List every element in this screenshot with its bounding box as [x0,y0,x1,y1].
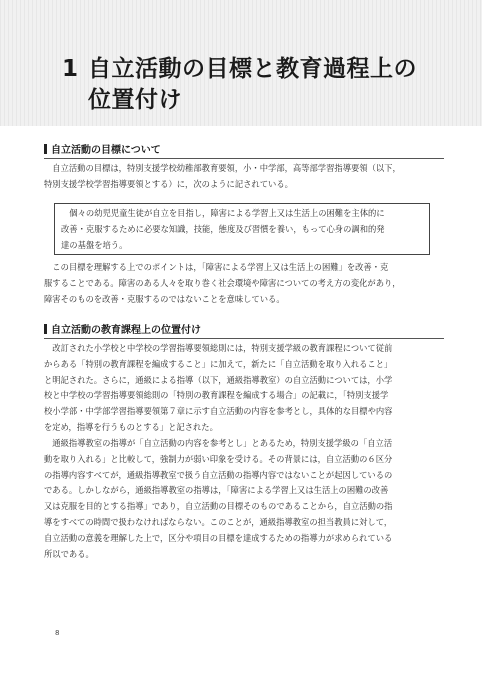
text-line: である。しかしながら，通級指導教室の指導は，「障害による学習上又は生活上の困難の改善 [44,485,389,496]
section-heading-goals-text: 自立活動の目標について [51,145,161,156]
text-line: 改訂された小学校と中学校の学習指導要領総則には，特別支援学級の教育課程について従前 [44,343,393,353]
heading-bar-icon [44,144,47,154]
heading-bar-icon [44,324,47,334]
text-line: 校と中学校の学習指導要領総則の「特別の教育課程を編成する場合」の記載に，「特別支援学 [44,390,389,401]
quote-line: 達の基盤を培う。 [61,239,128,250]
curriculum-paragraph-2 [44,436,450,562]
section-heading-curriculum [44,324,444,339]
text-line: 特別支援学校学習指導要領とする）に，次のように記されている。 [44,178,293,189]
quote-line: 個々の幼児児童生徒が自立を目指し，障害による学習上又は生活上の困難を主体的に [61,208,385,218]
text-line: と明記された。さらに，通級による指導（以下，通級指導教室）の自立活動については，小学 [44,374,393,385]
goals-explanation-paragraph [44,260,450,307]
page-number: 8 [55,629,60,637]
text-line: の指導内容すべてが，通級指導教室で扱う自立活動の指導内容ではないことが起因しているの [44,469,393,480]
chapter-title-text-1: 自立活動の目標と教育過程上の [88,56,417,82]
text-line: 校小学部・中学部学習指導要領第７章に示す自立活動の内容を参考とし，具体的な目標や内容 [44,406,393,417]
quote-line: 改善・克服するために必要な知識，技能，態度及び習慣を養い，もって心身の調和的発 [61,223,385,234]
chapter-title [62,54,417,116]
text-line: 動を取り入れる」と比較して，強制力が弱い印象を受ける。その背景には，自立活動の６区分 [44,453,393,464]
text-line: 自立活動の目標は，特別支援学校幼稚部教育要領，小・中学部，高等部学習指導要領（以下， [44,163,401,173]
text-line: 服することである。障害のある人々を取り巻く社会環境や障害についての考え方の変化があり， [44,277,401,288]
text-line: 導をすべての時間で扱わなければならない。このことが，通級指導教室の担当教員に対して， [44,516,393,527]
chapter-title-line-2: 位置付け [88,87,182,113]
text-line: を定め，指導を行うものとする」と記された。 [44,421,218,432]
goals-intro-paragraph [44,161,450,193]
section-heading-curriculum-text: 自立活動の教育課程上の位置付け [51,325,201,336]
text-line: 通級指導教室の指導が「自立活動の内容を参考とし」とあるため，特別支援学級の「自立活 [44,438,393,448]
text-line: 又は克服を目的とする指導」であり，自立活動の目標そのものであることから，自立活動の指 [44,501,393,512]
curriculum-paragraph-1 [44,341,450,436]
text-line: 障害そのものを改善・克服するのではないことを意味している。 [44,293,285,304]
section-heading-goals [44,144,444,159]
chapter-title-line-1 [62,54,417,85]
text-line: 所以である。 [44,548,94,559]
text-line: からある「特別の教育課程を編成すること」に加えて，新たに「自立活動を取り入れること」 [44,358,393,369]
text-line: 自立活動の意義を理解した上で，区分や項目の目標を達成するための指導力が求められている [44,532,393,543]
goal-quote-box [54,203,430,255]
text-line: この目標を理解する上でのポイントは，「障害による学習上又は生活上の困難」を改善・克 [44,262,389,272]
chapter-number: 1 [62,56,79,82]
